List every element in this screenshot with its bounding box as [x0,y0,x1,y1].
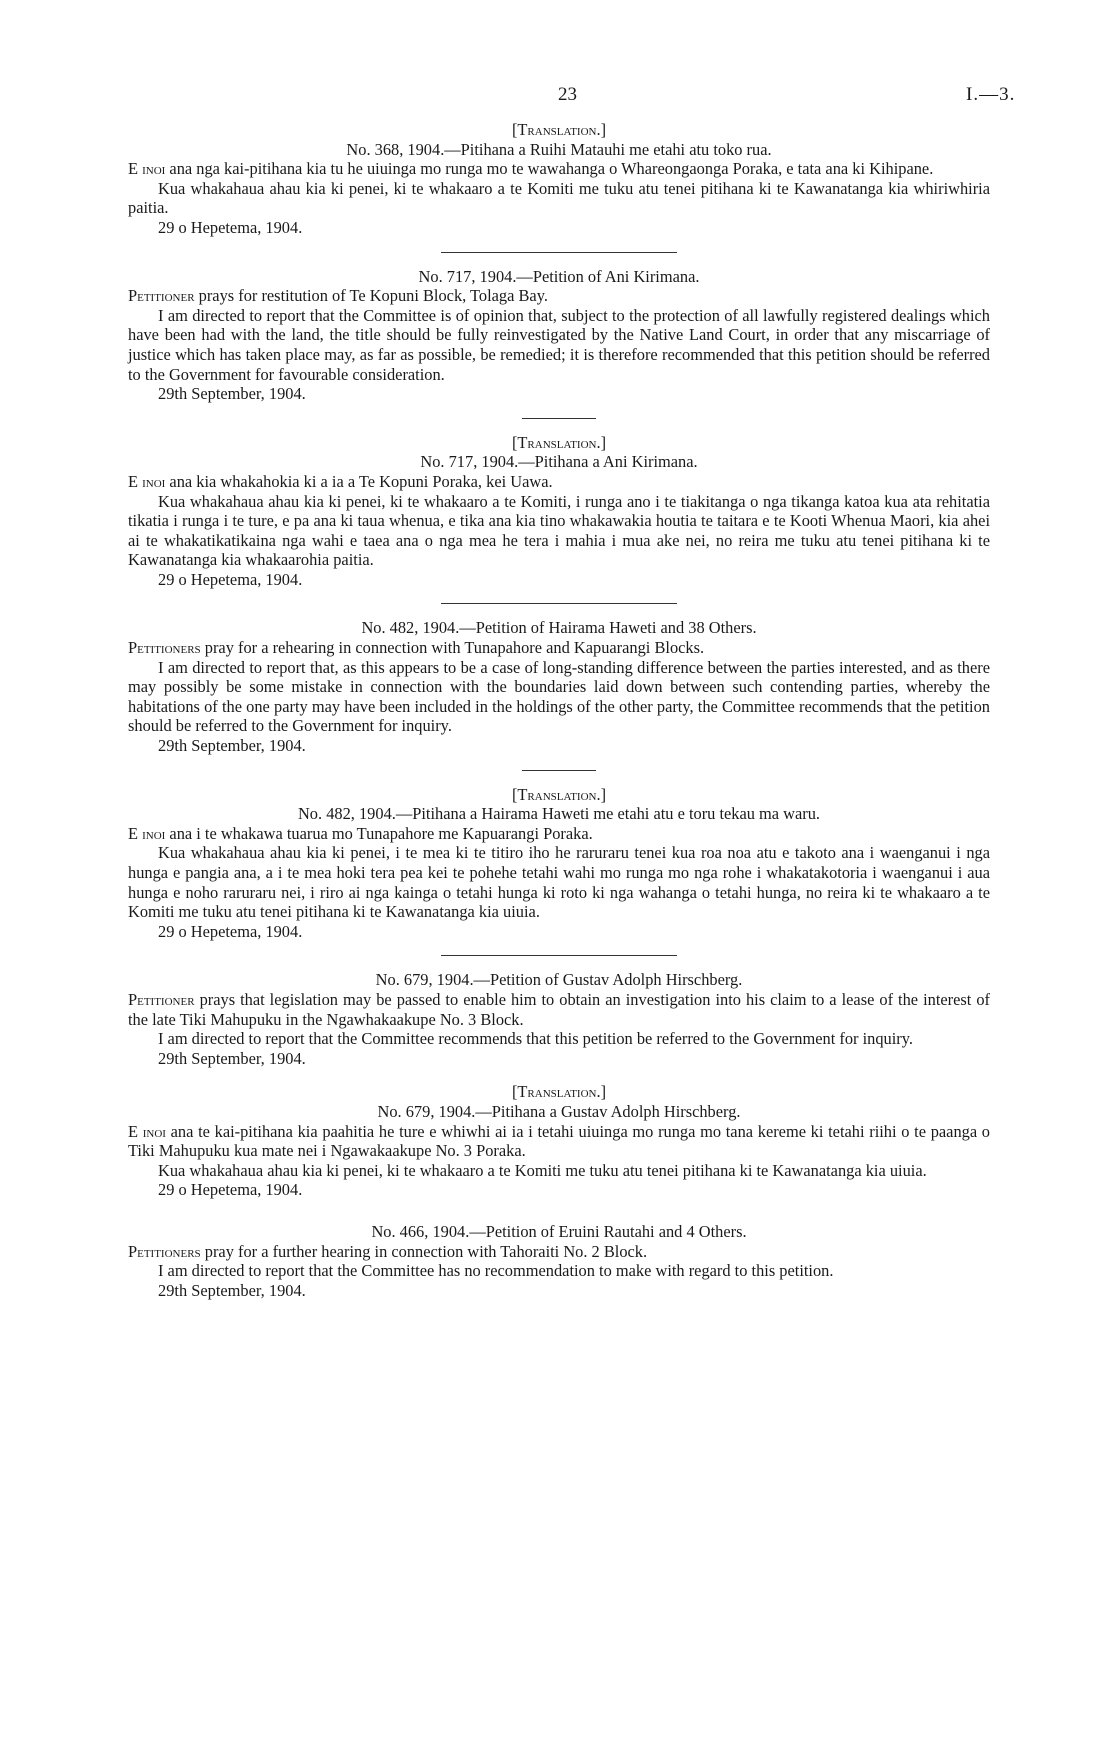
summary-text: prays for restitution of Te Kopuni Block, Tolaga Bay. [194,286,548,306]
section-466-petition [128,1222,990,1300]
section-title: No. 679, 1904.—Pitihana a Gustav Adolph Hirschberg. [377,1101,741,1121]
section-title: No. 482, 1904.—Pitihana a Hairama Haweti me etahi atu e toru tekau ma waru. [297,804,821,824]
page-number: 23 [558,84,577,105]
committee-report: I am directed to report that, as this appears to be a case of long-standing difference between the parties interested, and as there may possibly be some mistake in connection with the boundaries laid down between such contending parties, whereby the habitations of the one party may have been included in the holdings of the other party, the Committee recommends that the petition should be referred to the Government for inquiry. [128,657,990,736]
lead-word: E inoi [128,471,166,491]
committee-report: I am directed to report that the Committee has no recommendation to make with regard to this petition. [158,1261,834,1281]
paper-reference: I.—3. [966,84,1016,105]
committee-report: Kua whakahaua ahau kia ki penei, ki te whakaaro a te Komiti, i runga ano i te tiakitanga o nga tikanga katoa kua ata rehitatia tikatia i runga i te ture, e pa ana ki taua whenua, e tika ana kia tino whakawakia houtia te taitara e te Kooti Whenua Maori, kia ahei ai te whakatikatikaina nga wahi e taea ana o nga mea he tera i mahia i mua ake nei, no reira me tuku atu tenei pitihana ki te Kawanatanga kia whakaarohia paitia. [128,491,990,570]
committee-report: Kua whakahaua ahau kia ki penei, ki te whakaaro a te Komiti me tuku atu tenei pitihana ki te Kawanatanga kia whiriwhiria paitia. [128,178,990,218]
report-date: 29th September, 1904. [158,736,306,756]
petition-summary [128,472,990,492]
section-divider [522,770,596,771]
section-482-translation [128,785,990,942]
committee-report: Kua whakahaua ahau kia ki penei, ki te whakaaro a te Komiti me tuku atu tenei pitihana ki te Kawanatanga kia uiuia. [158,1160,927,1180]
section-368-translation [128,120,990,238]
summary-text: ana te kai-pitihana kia paahitia he ture e whiwhi ai ia i tetahi uiuinga mo runga mo tana kereme ki tetahi riihi o te paanga o Tiki Mahupuku kua mate nei i Ngawakaakupe No. 3 Poraka. [128,1121,991,1161]
translation-label: [Translation.] [511,120,607,139]
petition-summary [128,824,990,844]
petition-summary [128,286,990,306]
translation-label: [Translation.] [511,1082,607,1102]
summary-text: ana nga kai-pitihana kia tu he uiuinga mo runga mo te wawahanga o Whareongaonga Poraka, e tata ana ki Kihipane. [165,159,934,179]
lead-word: Petitioners [128,638,201,658]
committee-report: I am directed to report that the Committee is of opinion that, subject to the protection of all lawfully registered dealings which have been had with the land, the title should be fully reinvestigated by the Native Land Court, in order that any miscarriage of justice which has taken place may, as far as possible, be remedied; it is therefore recommended that this petition should be referred to the Government for favourable consideration. [128,305,990,384]
lead-word: Petitioner [128,989,195,1009]
petition-summary [128,1122,990,1161]
section-divider [441,252,677,253]
summary-text: ana i te whakawa tuarua mo Tunapahore me Kapuarangi Poraka. [165,823,593,843]
report-date: 29 o Hepetema, 1904. [158,569,303,589]
page-header [0,84,1114,114]
petition-summary [128,1242,990,1262]
section-717-translation [128,433,990,590]
section-title: No. 717, 1904.—Petition of Ani Kirimana. [418,266,700,286]
section-717-petition [128,267,990,404]
section-spacer [128,1200,990,1222]
translation-label: [Translation.] [511,784,607,804]
section-482-petition [128,618,990,755]
report-date: 29 o Hepetema, 1904. [158,217,303,237]
lead-word: E inoi [128,823,166,843]
section-divider [441,955,677,956]
petition-summary [128,990,990,1029]
summary-text: pray for a rehearing in connection with Tunapahore and Kapuarangi Blocks. [200,638,705,658]
section-divider [522,418,596,419]
section-679-translation [128,1082,990,1200]
report-date: 29 o Hepetema, 1904. [158,1180,303,1200]
lead-word: E inoi [128,159,166,179]
page-body [128,120,990,1300]
petition-summary [128,159,990,179]
summary-text: prays that legislation may be passed to enable him to obtain an investigation into his claim to a lease of the interest of the late Tiki Mahupuku in the Ngawhakaakupe No. 3 Block. [128,989,990,1029]
lead-word: E inoi [128,1121,166,1141]
lead-word: Petitioners [128,1241,201,1261]
lead-word: Petitioner [128,286,195,306]
section-title: No. 466, 1904.—Petition of Eruini Rautahi and 4 Others. [371,1221,747,1241]
committee-report: I am directed to report that the Committee recommends that this petition be referred to the Government for inquiry. [158,1029,913,1049]
petition-summary [128,638,990,658]
section-title: No. 717, 1904.—Pitihana a Ani Kirimana. [420,452,698,472]
report-date: 29th September, 1904. [158,384,306,404]
section-title: No. 679, 1904.—Petition of Gustav Adolph Hirschberg. [375,970,743,990]
section-spacer [128,1068,990,1082]
report-date: 29th September, 1904. [158,1048,306,1068]
section-679-petition [128,970,990,1068]
summary-text: pray for a further hearing in connection with Tahoraiti No. 2 Block. [200,1241,648,1261]
report-date: 29 o Hepetema, 1904. [158,921,303,941]
section-divider [441,603,677,604]
report-date: 29th September, 1904. [158,1280,306,1300]
committee-report: Kua whakahaua ahau kia ki penei, i te mea ki te titiro iho he raruraru tenei kua roa noa atu e takoto ana i waenganui i nga hunga e pangia ana, a i te mea hoki tera pea kei te pohehe tetahi wahi mo runga mo nga rohe i whakatakotoria i waenganui i aua hunga e noho raruraru nei, i riro ai nga kainga o tetahi hunga ki roto ki nga wahanga o tetahi hunga, no reira ki te whakaaro a te Komiti me tuku atu tenei pitihana ki te Kawanatanga kia uiuia. [128,843,990,922]
section-title: No. 368, 1904.—Pitihana a Ruihi Matauhi me etahi atu toko rua. [346,139,772,159]
translation-label: [Translation.] [511,432,607,452]
section-title: No. 482, 1904.—Petition of Hairama Haweti and 38 Others. [361,618,757,638]
summary-text: ana kia whakahokia ki a ia a Te Kopuni Poraka, kei Uawa. [165,471,553,491]
